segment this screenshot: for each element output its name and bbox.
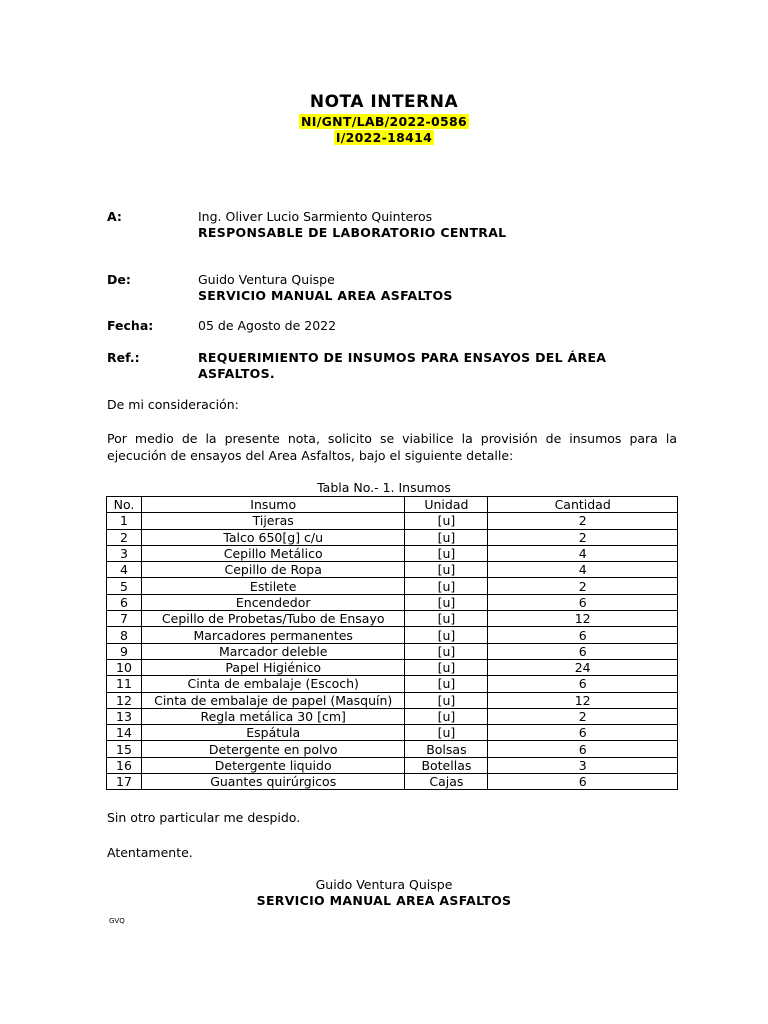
table-row: [107, 708, 678, 724]
date-value: 05 de Agosto de 2022: [198, 318, 337, 333]
signature-name: Guido Ventura Quispe: [315, 877, 453, 892]
row-item: Detergente en polvo: [141, 741, 405, 757]
header-unidad: Unidad: [405, 497, 488, 513]
row-number: 11: [107, 676, 142, 692]
table-row: [107, 643, 678, 659]
row-number: 2: [107, 529, 142, 545]
row-number: 10: [107, 659, 142, 675]
row-unit: [u]: [405, 643, 488, 659]
row-item: Espátula: [141, 725, 405, 741]
row-unit: [u]: [405, 676, 488, 692]
row-unit: Botellas: [405, 757, 488, 773]
row-number: 4: [107, 562, 142, 578]
row-quantity: 24: [488, 659, 678, 675]
row-item: Tijeras: [141, 513, 405, 529]
row-quantity: 6: [488, 741, 678, 757]
row-quantity: 6: [488, 627, 678, 643]
header-no: No.: [107, 497, 142, 513]
row-item: Estilete: [141, 578, 405, 594]
row-unit: [u]: [405, 529, 488, 545]
row-quantity: 6: [488, 676, 678, 692]
row-quantity: 12: [488, 692, 678, 708]
row-quantity: 2: [488, 578, 678, 594]
row-unit: [u]: [405, 578, 488, 594]
row-quantity: 4: [488, 562, 678, 578]
reference-code-highlighted: NI/GNT/LAB/2022-0586: [301, 114, 467, 129]
table-row: [107, 545, 678, 561]
table-row: [107, 562, 678, 578]
row-quantity: 6: [488, 594, 678, 610]
table-row: [107, 659, 678, 675]
table-body: [107, 513, 678, 790]
supplies-table: [106, 496, 678, 790]
row-unit: Bolsas: [405, 741, 488, 757]
table-row: [107, 692, 678, 708]
row-item: Guantes quirúrgicos: [141, 774, 405, 790]
sender-name: Guido Ventura Quispe: [198, 272, 335, 287]
date-label: Fecha:: [107, 318, 154, 333]
row-item: Talco 650[g] c/u: [141, 529, 405, 545]
row-unit: [u]: [405, 562, 488, 578]
row-number: 14: [107, 725, 142, 741]
row-quantity: 6: [488, 643, 678, 659]
row-number: 8: [107, 627, 142, 643]
table-row: [107, 676, 678, 692]
recipient-label: A:: [107, 209, 122, 224]
row-item: Papel Higiénico: [141, 659, 405, 675]
table-row: [107, 627, 678, 643]
row-quantity: 2: [488, 513, 678, 529]
internal-code-highlighted: I/2022-18414: [335, 130, 433, 145]
table-row: [107, 578, 678, 594]
farewell-line: Atentamente.: [107, 845, 193, 860]
body-paragraph: Por medio de la presente nota, solicito se viabilice la provisión de insumos para la ejecución de ensayos del Area Asfaltos, bajo el siguiente detalle:: [107, 431, 677, 463]
row-item: Encendedor: [141, 594, 405, 610]
row-item: Cepillo de Probetas/Tubo de Ensayo: [141, 611, 405, 627]
greeting: De mi consideración:: [107, 397, 239, 412]
row-number: 17: [107, 774, 142, 790]
row-item: Detergente liquido: [141, 757, 405, 773]
row-number: 6: [107, 594, 142, 610]
author-initials: GVQ: [109, 917, 125, 925]
table-row: [107, 725, 678, 741]
closing-line: Sin otro particular me despido.: [107, 810, 301, 825]
row-unit: [u]: [405, 659, 488, 675]
header-cantidad: Cantidad: [488, 497, 678, 513]
row-number: 7: [107, 611, 142, 627]
reference-value: REQUERIMIENTO DE INSUMOS PARA ENSAYOS DEL ÁREA ASFALTOS.: [198, 350, 607, 381]
row-number: 9: [107, 643, 142, 659]
sender-label: De:: [107, 272, 131, 287]
row-quantity: 2: [488, 529, 678, 545]
row-quantity: 12: [488, 611, 678, 627]
row-quantity: 4: [488, 545, 678, 561]
table-row: [107, 529, 678, 545]
row-item: Marcadores permanentes: [141, 627, 405, 643]
recipient-name: Ing. Oliver Lucio Sarmiento Quinteros: [198, 209, 433, 224]
signature-role: SERVICIO MANUAL AREA ASFALTOS: [256, 893, 512, 908]
row-unit: [u]: [405, 545, 488, 561]
row-number: 3: [107, 545, 142, 561]
row-number: 13: [107, 708, 142, 724]
table-header-row: [107, 497, 678, 513]
row-item: Cepillo de Ropa: [141, 562, 405, 578]
row-item: Cepillo Metálico: [141, 545, 405, 561]
row-item: Cinta de embalaje (Escoch): [141, 676, 405, 692]
row-number: 1: [107, 513, 142, 529]
row-number: 16: [107, 757, 142, 773]
recipient-role: RESPONSABLE DE LABORATORIO CENTRAL: [198, 225, 507, 240]
reference-label: Ref.:: [107, 350, 140, 365]
row-number: 15: [107, 741, 142, 757]
row-unit: [u]: [405, 513, 488, 529]
row-unit: [u]: [405, 692, 488, 708]
row-unit: [u]: [405, 611, 488, 627]
header: [0, 92, 768, 146]
row-quantity: 6: [488, 774, 678, 790]
document-title: NOTA INTERNA: [309, 92, 459, 112]
row-quantity: 3: [488, 757, 678, 773]
row-unit: [u]: [405, 627, 488, 643]
table-row: [107, 757, 678, 773]
row-unit: Cajas: [405, 774, 488, 790]
row-item: Marcador deleble: [141, 643, 405, 659]
row-unit: [u]: [405, 594, 488, 610]
sender-role: SERVICIO MANUAL AREA ASFALTOS: [198, 288, 453, 303]
row-unit: [u]: [405, 725, 488, 741]
row-number: 5: [107, 578, 142, 594]
table-row: [107, 594, 678, 610]
row-item: Cinta de embalaje de papel (Masquín): [141, 692, 405, 708]
row-quantity: 6: [488, 725, 678, 741]
table-row: [107, 774, 678, 790]
row-item: Regla metálica 30 [cm]: [141, 708, 405, 724]
header-insumo: Insumo: [141, 497, 405, 513]
row-quantity: 2: [488, 708, 678, 724]
table-row: [107, 513, 678, 529]
row-number: 12: [107, 692, 142, 708]
table-row: [107, 741, 678, 757]
table-row: [107, 611, 678, 627]
table-caption: Tabla No.- 1. Insumos: [317, 480, 451, 495]
row-unit: [u]: [405, 708, 488, 724]
